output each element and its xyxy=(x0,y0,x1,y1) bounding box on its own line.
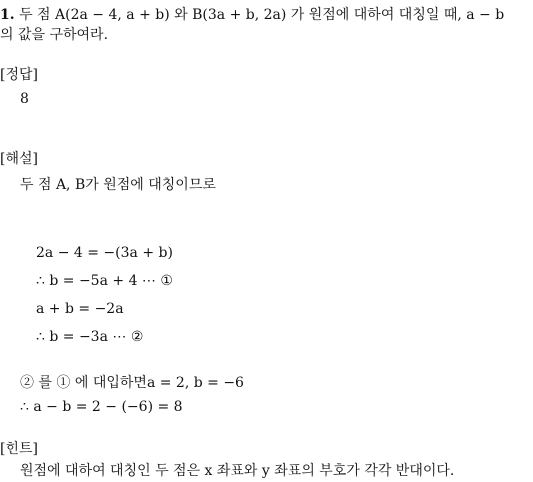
equation-3: a + b = −2a xyxy=(36,301,124,317)
equation-1: 2a − 4 = −(3a + b) xyxy=(36,245,173,261)
problem-line-2: 의 값을 구하여라. xyxy=(0,27,109,43)
hint-text: 원점에 대하여 대칭인 두 점은 x 좌표와 y 좌표의 부호가 각각 반대이다. xyxy=(20,463,455,479)
solution-step-2: ∴ a − b = 2 − (−6) = 8 xyxy=(20,399,183,415)
problem-number: 1. xyxy=(0,7,15,23)
solution-label: [해설] xyxy=(0,151,38,167)
answer-value: 8 xyxy=(20,91,29,107)
problem-line-1 xyxy=(0,6,504,24)
equation-4: ∴ b = −3a ⋯ ② xyxy=(36,329,144,345)
solution-intro: 두 점 A, B가 원점에 대칭이므로 xyxy=(20,177,216,193)
hint-label: [힌트] xyxy=(0,441,38,457)
answer-label: [정답] xyxy=(0,67,38,83)
problem-statement: 두 점 A(2a − 4, a + b) 와 B(3a + b, 2a) 가 원점에 대하여 대칭일 때, a − b xyxy=(19,7,505,23)
solution-step-1: ② 를 ① 에 대입하면a = 2, b = −6 xyxy=(20,375,244,391)
equation-2: ∴ b = −5a + 4 ⋯ ① xyxy=(36,273,173,289)
